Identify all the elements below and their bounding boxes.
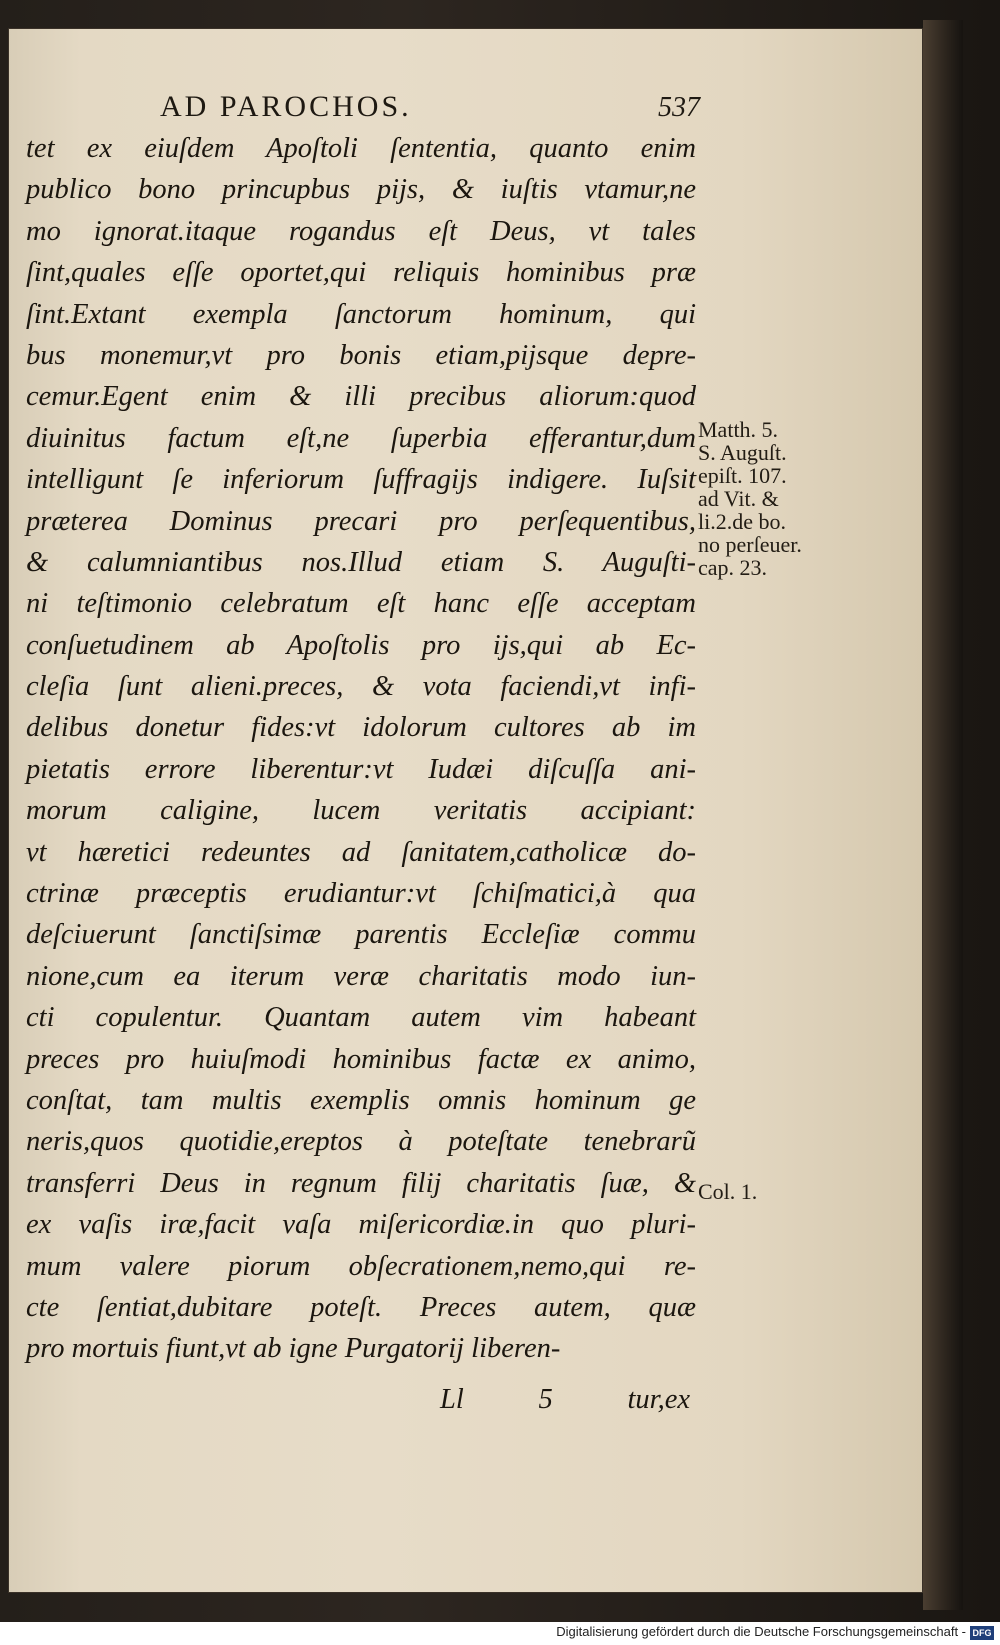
text-line: delibus donetur fides:vt idolorum cultores ab im bbox=[26, 712, 696, 744]
text-line: deſciuerunt ſanctiſsimæ parentis Eccleſiæ commu bbox=[26, 919, 696, 951]
running-title: AD PAROCHOS. bbox=[160, 90, 412, 123]
margin-note-line: cap. 23. bbox=[698, 555, 768, 580]
running-head bbox=[160, 90, 700, 130]
text-line: conſtat, tam multis exemplis omnis hominum ge bbox=[26, 1084, 696, 1116]
text-line: ex vaſis iræ,facit vaſa miſericordiæ.in quo pluri- bbox=[26, 1209, 696, 1241]
margin-note-line: epiſt. 107. bbox=[698, 463, 787, 488]
text-line: pietatis errore liberentur:vt Iudæi diſcuſſa ani- bbox=[26, 753, 696, 785]
text-line: ſint,quales eſſe oportet,qui reliquis hominibus præ bbox=[26, 257, 696, 289]
text-line: cti copulentur. Quantam autem vim habeant bbox=[26, 1002, 696, 1034]
text-line: cte ſentiat,dubitare poteſt. Preces autem, quæ bbox=[26, 1291, 696, 1323]
text-line: intelligunt ſe inferiorum ſuffragijs indigere. Iuſsit bbox=[26, 464, 696, 496]
text-line: publico bono princupbus pijs, & iuſtis vtamur,ne bbox=[26, 174, 696, 206]
margin-note-line: ad Vit. & bbox=[698, 486, 779, 511]
text-line: mum valere piorum obſecrationem,nemo,qui re- bbox=[26, 1250, 696, 1282]
signature-mark: Ll bbox=[440, 1384, 464, 1415]
catchword-line bbox=[440, 1384, 690, 1416]
margin-note-colossians bbox=[698, 1180, 757, 1203]
margin-note-citations bbox=[698, 418, 802, 579]
text-line: ſint.Extant exempla ſanctorum hominum, qui bbox=[26, 298, 696, 330]
text-line: pro mortuis fiunt,vt ab igne Purgatorij liberen- bbox=[26, 1333, 561, 1365]
text-line: mo ignorat.itaque rogandus eſt Deus, vt tales bbox=[26, 215, 696, 247]
margin-note-line: Col. 1. bbox=[698, 1179, 758, 1204]
text-line: conſuetudinem ab Apoſtolis pro ijs,qui ab Ec- bbox=[26, 629, 696, 661]
text-line: neris,quos quotidie,ereptos à poteſtate tenebrarũ bbox=[26, 1126, 696, 1158]
book-edge bbox=[923, 20, 963, 1610]
text-line: preces pro huiuſmodi hominibus factæ ex animo, bbox=[26, 1043, 696, 1075]
body-text bbox=[26, 128, 696, 1370]
text-line: bus monemur,vt pro bonis etiam,pijsque depre- bbox=[26, 339, 696, 371]
text-line: nione,cum ea iterum veræ charitatis modo iun- bbox=[26, 960, 696, 992]
text-line: cemur.Egent enim & illi precibus aliorum:quod bbox=[26, 381, 696, 413]
text-line: ctrinæ præceptis erudiantur:vt ſchiſmatici,à qua bbox=[26, 878, 696, 910]
margin-note-line: S. Auguſt. bbox=[698, 440, 787, 465]
text-line: cleſia ſunt alieni.preces, & vota faciendi,vt infi- bbox=[26, 671, 696, 703]
text-line: diuinitus factum eſt,ne ſuperbia efferantur,dum bbox=[26, 422, 696, 454]
page-number: 537 bbox=[658, 92, 700, 123]
dfg-logo: DFG bbox=[970, 1626, 994, 1640]
text-line: transferri Deus in regnum filij charitatis ſuæ, & bbox=[26, 1167, 696, 1199]
text-line: & calumniantibus nos.Illud etiam S. Auguſti- bbox=[26, 546, 696, 578]
footer-bar bbox=[0, 1622, 1000, 1645]
catchword: tur,ex bbox=[627, 1384, 690, 1415]
text-line: morum caligine, lucem veritatis accipiant: bbox=[26, 795, 696, 827]
margin-note-line: Matth. 5. bbox=[698, 417, 779, 442]
signature-number: 5 bbox=[538, 1384, 553, 1415]
text-line: præterea Dominus precari pro perſequentibus, bbox=[26, 505, 696, 537]
funding-credit: Digitalisierung gefördert durch die Deutsche Forschungsgemeinschaft - bbox=[556, 1624, 966, 1639]
margin-note-line: li.2.de bo. bbox=[698, 509, 786, 534]
text-line: ni teſtimonio celebratum eſt hanc eſſe acceptam bbox=[26, 588, 696, 620]
text-line: tet ex eiuſdem Apoſtoli ſententia, quanto enim bbox=[26, 133, 696, 164]
text-line: vt hæretici redeuntes ad ſanitatem,catholicæ do- bbox=[26, 836, 696, 868]
margin-note-line: no perſeuer. bbox=[698, 532, 802, 557]
